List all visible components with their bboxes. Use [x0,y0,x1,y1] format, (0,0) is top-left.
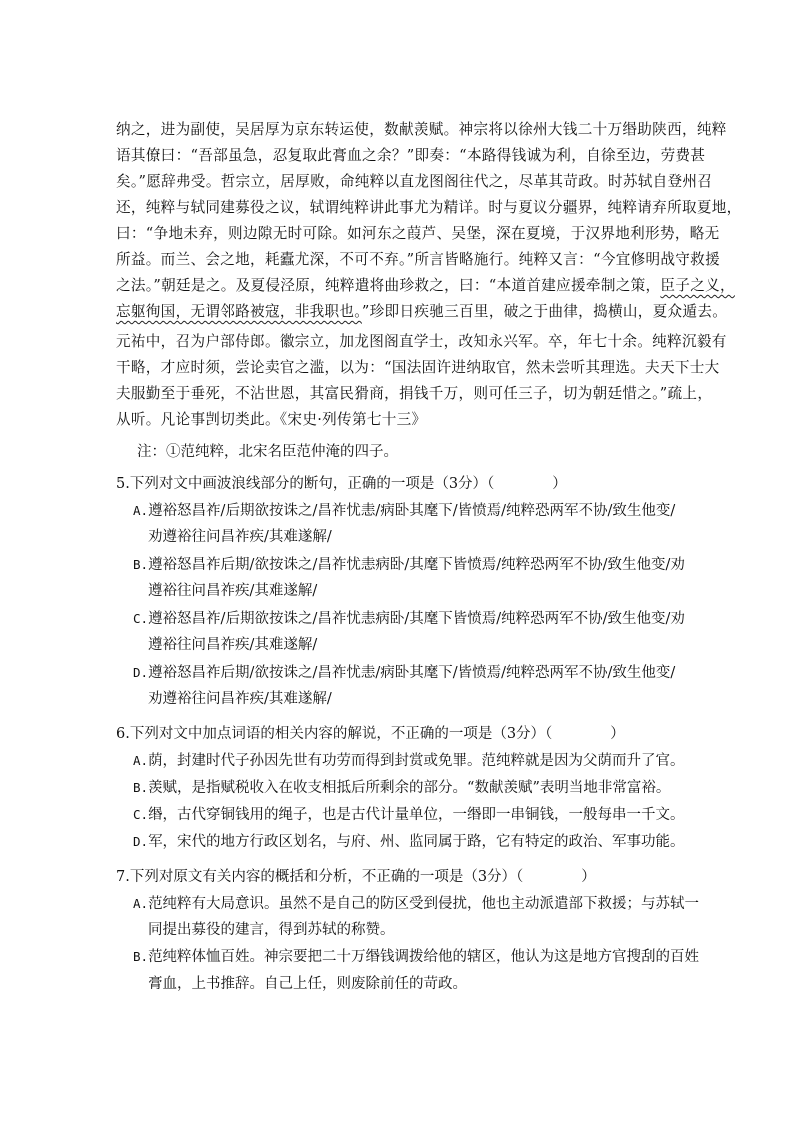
passage-line: 曰：“争地未弃，则边隙无时可除。如河东之葭芦、吴堡，深在夏境，于汉界地利形势，略无 [116,225,720,242]
wavy-underlined-text: 忘躯徇国，无谓邻路被寇，非我职也。 [116,303,362,320]
question-stem: 5.下列对文中画波浪线部分的断句，正确的一项是（3分）（ ） [116,476,567,492]
footnote: 注：①范纯粹，北宋名臣范仲淹的四子。 [137,444,398,460]
option-c[interactable]: C.缗，古代穿铜钱用的绳子，也是古代计量单位，一缗即一串铜钱，一般每串一千文。 [133,807,685,823]
option-d[interactable]: D.遵裕怒昌祚后期/欲按诛之/昌祚忧恚/病卧其麾下/皆愤焉/纯粹恐两军不协/致生他变/ [133,665,676,681]
passage-line: 干略，才应时须，尝论卖官之滥，以为：“国法固许进纳取官，然未尝听其理选。夫天下士大 [116,359,720,376]
wavy-underlined-text: 臣子之义， [660,277,735,294]
option-b[interactable]: B.遵裕怒昌祚后期/欲按诛之/昌祚忧恚病卧/其麾下皆愤焉/纯粹恐两军不协/致生他变/劝 [133,557,685,573]
passage-line: 所益。而兰、会之地，耗蠹尤深，不可不弃。”所言皆略施行。纯粹又言：“今宜修明战守救援 [116,251,720,268]
passage-line: 夫服勤至于垂死，不沾世恩，其富民猾商，捐钱千万，则可任三子，切为朝廷惜之。”疏上， [116,385,713,402]
question-stem: 6.下列对文中加点词语的相关内容的解说，不正确的一项是（3分）（ ） [116,726,625,742]
option-a[interactable]: A.荫，封建时代子孙因先世有功劳而得到封赏或免罪。范纯粹就是因为父荫而升了官。 [133,753,685,769]
option-c[interactable]: C.遵裕怒昌祚/后期欲按诛之/昌祚忧恚病卧/其麾下皆愤焉/纯粹恐两军不协/致生他变/劝 [133,611,685,627]
option-c-continued: 遵裕往问昌祚疾/其难遂解/ [148,637,318,653]
option-b-continued: 膏血，上书推辞。自己上任，则废除前任的苛政。 [148,976,467,992]
passage-line: 元祐中，召为户部侍郎。徽宗立，加龙图阁直学士，改知永兴军。卒，年七十余。纯粹沉毅有 [116,333,727,350]
option-a-continued: 同提出募役的建言，得到苏轼的称赞。 [148,922,395,938]
option-a-continued: 劝遵裕往问昌祚疾/其难遂解/ [148,529,332,545]
option-b[interactable]: B.羡赋，是指赋税收入在收支相抵后所剩余的部分。“数献羡赋”表明当地非常富裕。 [133,780,671,796]
option-d[interactable]: D.军，宋代的地方行政区划名，与府、州、监同属于路，它有特定的政治、军事功能。 [133,834,685,850]
passage-line: 忘躯徇国，无谓邻路被寇，非我职也。”珍即日疾驰三百里，破之于曲律，捣横山，夏众遁去。 [116,303,728,320]
question-stem: 7.下列对原文有关内容的概括和分析，不正确的一项是（3分）（ ） [116,869,596,885]
option-a[interactable]: A.范纯粹有大局意识。虽然不是自己的防区受到侵扰，他也主动派遣部下救援；与苏轼一 [133,896,700,912]
passage-line: 从听。凡论事剀切类此。《宋史·列传第七十三》 [116,411,427,428]
option-b[interactable]: B.范纯粹体恤百姓。神宗要把二十万缗钱调拨给他的辖区，他认为这是地方官搜刮的百姓 [133,949,700,965]
passage-line: 语其僚曰：“吾部虽急，忍复取此膏血之余？”即奏：“本路得钱诚为利，自徐至边，劳费甚 [116,147,706,164]
passage-line: 之法。”朝廷是之。及夏侵泾原，纯粹遣将曲珍救之，曰：“本道首建应援牵制之策，臣子之义， [116,277,735,294]
option-d-continued: 劝遵裕往问昌祚疾/其难遂解/ [148,691,332,707]
passage-line: 纳之，进为副使，吴居厚为京东转运使，数献羡赋。神宗将以徐州大钱二十万缗助陕西，纯粹 [116,121,727,138]
passage-line: 还，纯粹与轼同建募役之议，轼谓纯粹讲此事尤为精详。时与夏议分疆界，纯粹请弃所取夏地， [116,199,742,216]
passage-line: 矣。”愿辞弗受。哲宗立，居厚败，命纯粹以直龙图阁往代之，尽革其苛政。时苏轼自登州召 [116,173,713,190]
option-b-continued: 遵裕往问昌祚疾/其难遂解/ [148,583,318,599]
option-a[interactable]: A.遵裕怒昌祚/后期欲按诛之/昌祚忧恚/病卧其麾下/皆愤焉/纯粹恐两军不协/致生他变/ [133,503,676,519]
